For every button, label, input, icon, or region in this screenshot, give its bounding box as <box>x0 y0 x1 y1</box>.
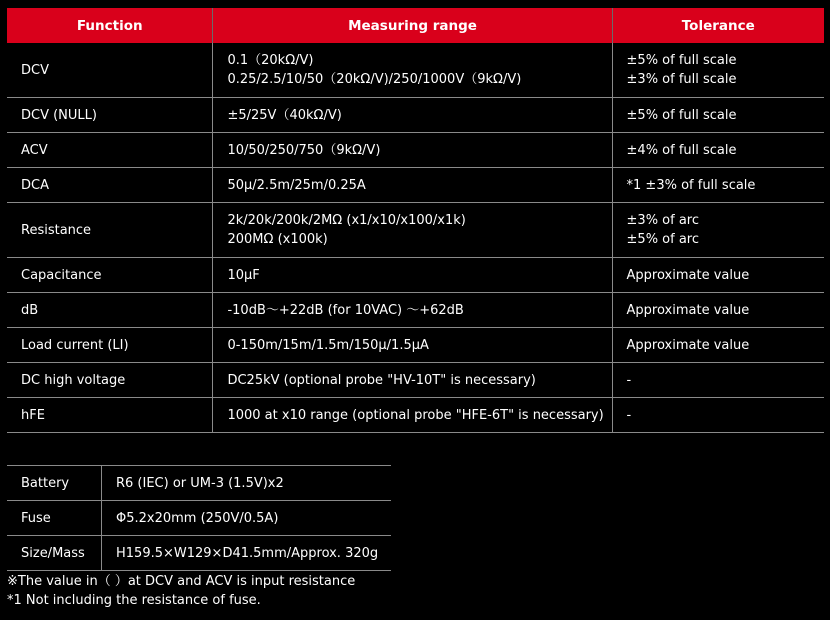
range-line: 10/50/250/750（9kΩ/V) <box>227 142 381 158</box>
spec-table <box>7 8 824 433</box>
tolerance-line: ±5% of full scale <box>626 107 737 123</box>
info-key: Battery <box>7 466 102 501</box>
range-line: -10dB～+22dB (for 10VAC) ～+62dB <box>227 302 464 318</box>
info-value: Φ5.2x20mm (250V/0.5A) <box>102 501 392 536</box>
tolerance-line: Approximate value <box>626 302 750 318</box>
header-measuring-range: Measuring range <box>213 8 612 43</box>
tolerance-line: *1 ±3% of full scale <box>626 177 756 193</box>
function-cell: hFE <box>7 398 213 433</box>
range-line: 0-150m/15m/1.5m/150μ/1.5μA <box>227 337 429 353</box>
tolerance-line: ±3% of full scale <box>626 72 737 87</box>
function-cell: ACV <box>7 133 213 168</box>
table-row <box>7 501 391 536</box>
table-row <box>7 258 824 293</box>
info-key: Size/Mass <box>7 536 102 571</box>
function-cell: DCV (NULL) <box>7 98 213 133</box>
footnote-input-resistance: ※The value in（ ）at DCV and ACV is input resistance <box>7 574 356 589</box>
table-row <box>7 98 824 133</box>
range-line: 200MΩ (x100k) <box>227 232 328 247</box>
header-tolerance: Tolerance <box>612 8 824 43</box>
range-cell <box>213 168 612 203</box>
tolerance-line: - <box>626 407 632 423</box>
range-cell <box>213 43 612 98</box>
info-key: Fuse <box>7 501 102 536</box>
tolerance-line: ±4% of full scale <box>626 142 737 158</box>
tolerance-cell <box>612 98 824 133</box>
table-row <box>7 43 824 98</box>
table-row <box>7 328 824 363</box>
info-value: R6 (IEC) or UM-3 (1.5V)x2 <box>102 466 392 501</box>
function-cell: DC high voltage <box>7 363 213 398</box>
function-cell: Resistance <box>7 203 213 258</box>
range-line: 50μ/2.5m/25m/0.25A <box>227 177 366 193</box>
range-line: 0.25/2.5/10/50（20kΩ/V)/250/1000V（9kΩ/V) <box>227 72 522 87</box>
tolerance-line: Approximate value <box>626 267 750 283</box>
info-value: H159.5×W129×D41.5mm/Approx. 320g <box>102 536 392 571</box>
range-line: 2k/20k/200k/2MΩ (x1/x10/x100/x1k) <box>227 213 466 228</box>
range-cell <box>213 363 612 398</box>
range-cell <box>213 133 612 168</box>
tolerance-cell <box>612 133 824 168</box>
range-line: 10μF <box>227 267 260 283</box>
function-cell: Load current (LI) <box>7 328 213 363</box>
range-line: 0.1（20kΩ/V) <box>227 53 314 68</box>
footnotes <box>7 572 355 610</box>
tolerance-cell <box>612 363 824 398</box>
range-cell <box>213 203 612 258</box>
range-cell <box>213 328 612 363</box>
tolerance-cell <box>612 43 824 98</box>
table-row <box>7 363 824 398</box>
tolerance-line: Approximate value <box>626 337 750 353</box>
spec-header-row <box>7 8 824 43</box>
table-row <box>7 133 824 168</box>
function-cell: DCA <box>7 168 213 203</box>
range-line: DC25kV (optional probe "HV-10T" is necessary) <box>227 372 536 388</box>
tolerance-line: - <box>626 372 632 388</box>
function-cell: dB <box>7 293 213 328</box>
tolerance-cell <box>612 328 824 363</box>
footnote-fuse: *1 Not including the resistance of fuse. <box>7 593 261 608</box>
tolerance-line: ±3% of arc <box>626 213 700 228</box>
tolerance-line: ±5% of full scale <box>626 53 737 68</box>
range-cell <box>213 98 612 133</box>
header-function: Function <box>7 8 213 43</box>
range-cell <box>213 293 612 328</box>
tolerance-cell <box>612 398 824 433</box>
info-table <box>7 465 391 571</box>
table-row <box>7 203 824 258</box>
tolerance-cell <box>612 203 824 258</box>
function-cell: DCV <box>7 43 213 98</box>
function-cell: Capacitance <box>7 258 213 293</box>
table-row <box>7 293 824 328</box>
range-cell <box>213 258 612 293</box>
tolerance-cell <box>612 258 824 293</box>
range-line: ±5/25V（40kΩ/V) <box>227 107 342 123</box>
tolerance-cell <box>612 293 824 328</box>
table-row <box>7 466 391 501</box>
table-row <box>7 168 824 203</box>
table-row <box>7 536 391 571</box>
table-row <box>7 398 824 433</box>
range-line: 1000 at x10 range (optional probe "HFE-6T" is necessary) <box>227 407 604 423</box>
range-cell <box>213 398 612 433</box>
tolerance-line: ±5% of arc <box>626 232 700 247</box>
tolerance-cell <box>612 168 824 203</box>
